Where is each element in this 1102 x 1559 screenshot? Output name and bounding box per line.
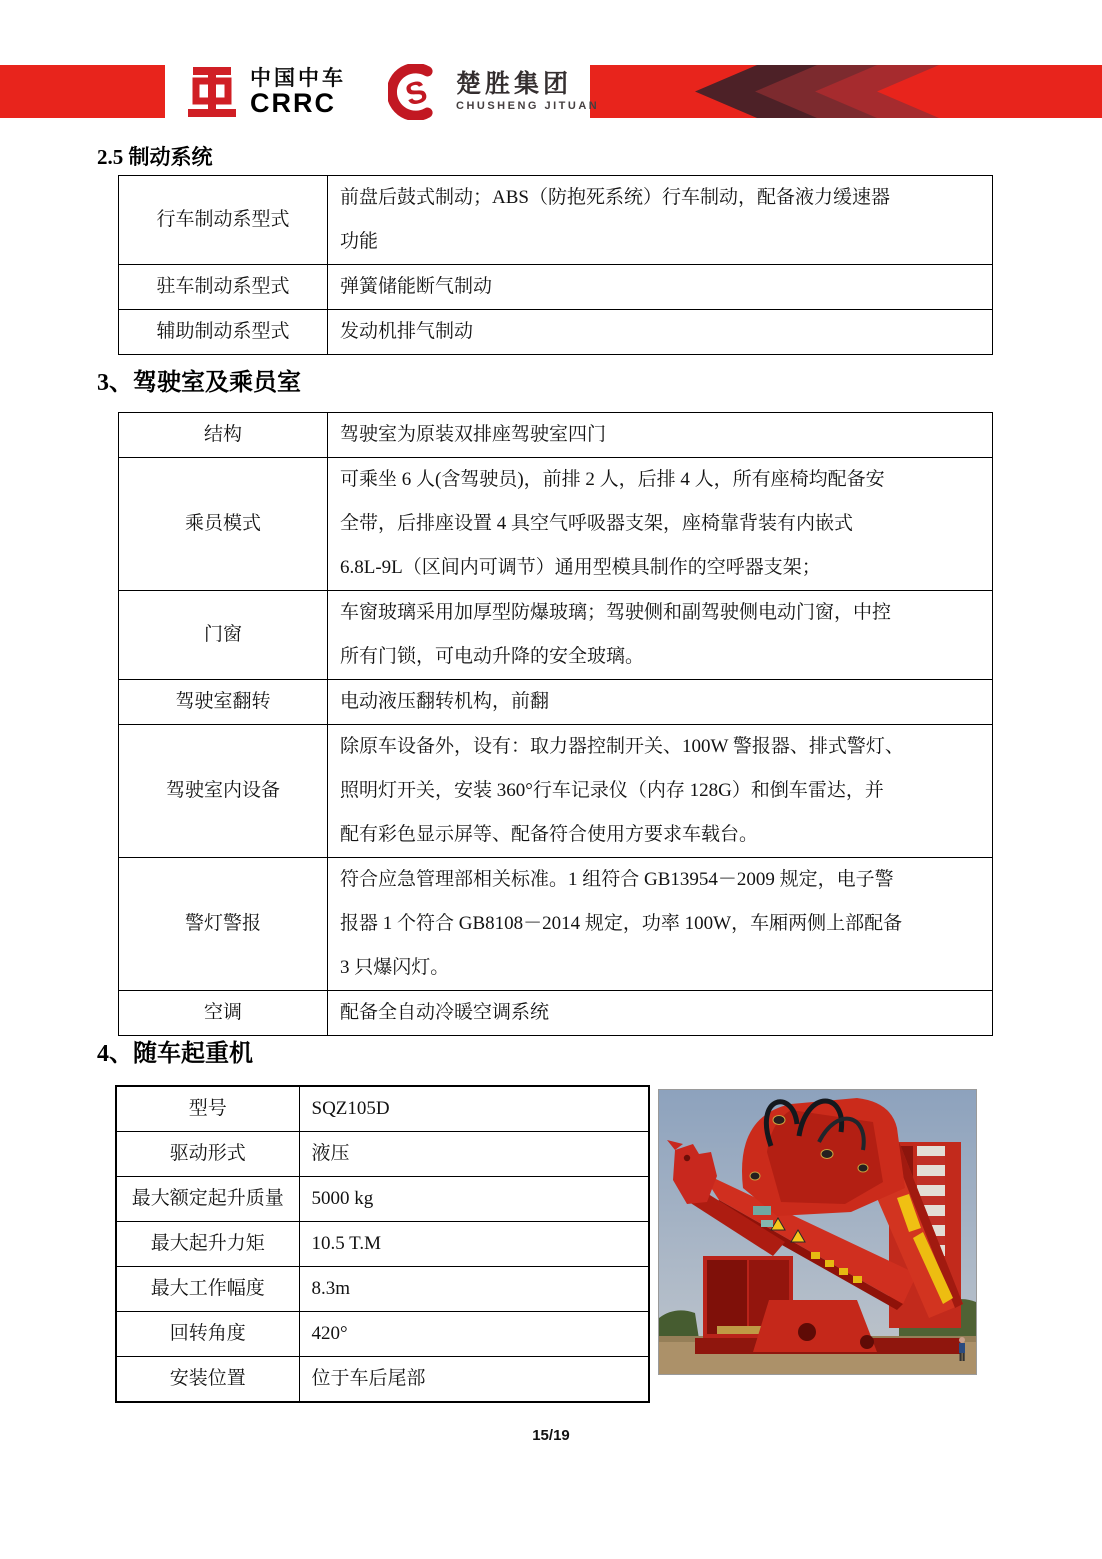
table-row [116,1222,649,1267]
header-band-right [590,65,1102,118]
table-row [119,458,993,591]
row-value: 配备全自动冷暖空调系统 [328,991,993,1036]
row-label: 门窗 [119,591,328,680]
chusheng-name-cn: 楚胜集团 [456,70,573,98]
row-label: 空调 [119,991,328,1036]
row-value: 5000 kg [299,1177,649,1222]
row-value: 电动液压翻转机构，前翻 [328,680,993,725]
table-row [119,176,993,265]
row-label: 辅助制动系型式 [119,310,328,355]
cab-table [118,412,993,1036]
row-label: 驱动形式 [116,1132,299,1177]
table-row [116,1357,649,1403]
row-value: 10.5 T.M [299,1222,649,1267]
crrc-name-cn: 中国中车 [250,67,346,90]
row-value: 前盘后鼓式制动；ABS（防抱死系统）行车制动，配备液力缓速器 功能 [328,176,993,265]
row-value: 发动机排气制动 [328,310,993,355]
row-label: 最大工作幅度 [116,1267,299,1312]
table-row [119,310,993,355]
table-row [119,265,993,310]
row-value: 8.3m [299,1267,649,1312]
row-label: 最大额定起升质量 [116,1177,299,1222]
crane-spec-table [115,1085,650,1403]
row-label: 乘员模式 [119,458,328,591]
row-value: 位于车后尾部 [299,1357,649,1403]
chevron-arrows-icon [642,65,1042,118]
row-label: 型号 [116,1086,299,1132]
table-row [119,413,993,458]
brake-system-table [118,175,993,355]
section-title-crane: 4、随车起重机 [97,1041,253,1067]
crane-photo [658,1089,977,1375]
table-row [119,858,993,991]
chusheng-name-en: CHUSHENG JITUAN [456,100,600,112]
table-row [116,1267,649,1312]
crrc-name-en: CRRC [250,88,336,118]
row-label: 结构 [119,413,328,458]
page-number: 15/19 [532,1427,570,1444]
table-row [116,1086,649,1132]
row-label: 行车制动系型式 [119,176,328,265]
row-label: 驻车制动系型式 [119,265,328,310]
crrc-logo [186,66,346,118]
crane-photo-illustration [659,1090,976,1374]
row-value: 除原车设备外，设有：取力器控制开关、100W 警报器、排式警灯、 照明灯开关，安装 360°行车记录仪（内存 128G）和倒车雷达，并 配有彩色显示屏等、配备符合使用方要求车载台。 [328,725,993,858]
svg-text:S: S [401,73,431,113]
row-value: 驾驶室为原装双排座驾驶室四门 [328,413,993,458]
table-row [116,1132,649,1177]
crrc-emblem-icon [186,66,238,118]
row-value: 车窗玻璃采用加厚型防爆玻璃；驾驶侧和副驾驶侧电动门窗，中控 所有门锁，可电动升降的安全玻璃。 [328,591,993,680]
row-label: 警灯警报 [119,858,328,991]
row-label: 回转角度 [116,1312,299,1357]
table-row [116,1312,649,1357]
chusheng-emblem-icon [388,64,444,120]
row-value: 可乘坐 6 人(含驾驶员)，前排 2 人，后排 4 人，所有座椅均配备安 全带，后排座设置 4 具空气呼吸器支架，座椅靠背装有内嵌式 6.8L-9L（区间内可调节）通用型模具制作的空呼器支架； [328,458,993,591]
row-value: 液压 [299,1132,649,1177]
section-title-cab: 3、驾驶室及乘员室 [97,370,301,396]
row-label: 安装位置 [116,1357,299,1403]
header-band-left [0,65,165,118]
table-row [119,991,993,1036]
row-value: 符合应急管理部相关标准。1 组符合 GB13954－2009 规定，电子警 报器 1 个符合 GB8108－2014 规定，功率 100W，车厢两侧上部配备 3 只爆闪灯。 [328,858,993,991]
row-value: 弹簧储能断气制动 [328,265,993,310]
table-row [119,725,993,858]
chusheng-logo [388,64,599,120]
section-title-brake: 2.5 制动系统 [97,145,213,169]
row-label: 驾驶室翻转 [119,680,328,725]
table-row [119,591,993,680]
row-label: 最大起升力矩 [116,1222,299,1267]
table-row [119,680,993,725]
row-label: 驾驶室内设备 [119,725,328,858]
row-value: SQZ105D [299,1086,649,1132]
row-value: 420° [299,1312,649,1357]
table-row [116,1177,649,1222]
